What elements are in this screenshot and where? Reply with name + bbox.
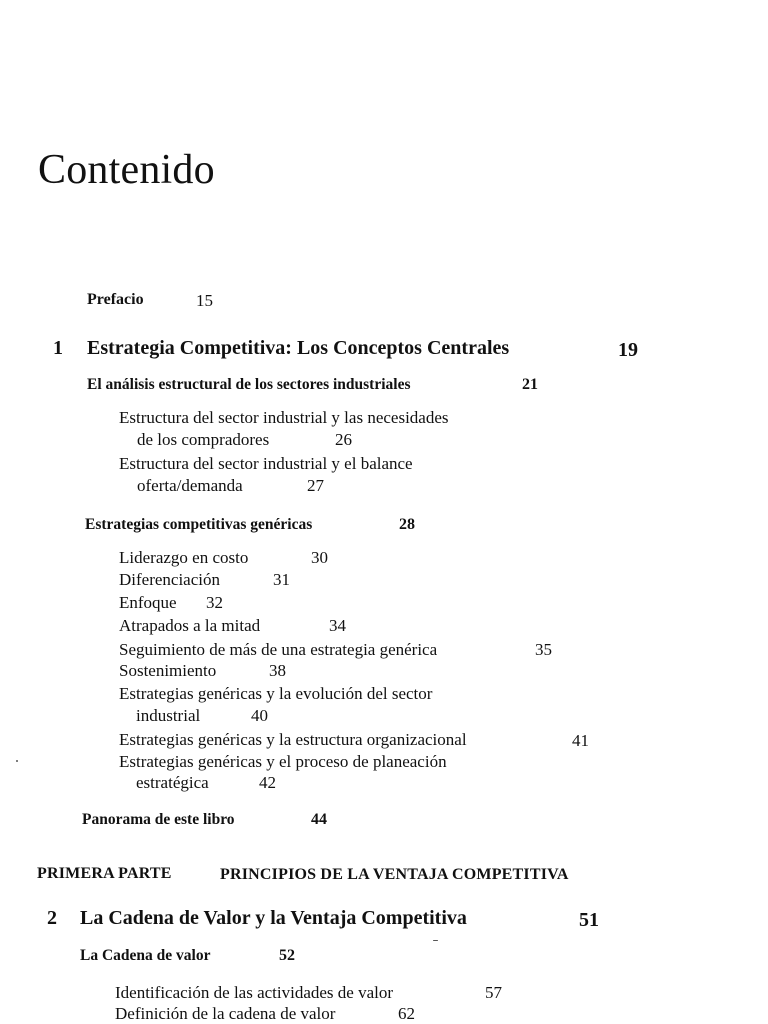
toc-item-page: 41: [572, 731, 589, 750]
chapter-1-page: 19: [618, 339, 638, 361]
scan-speck: [16, 760, 18, 762]
toc-item-page: 38: [269, 661, 286, 680]
scan-speck: [433, 940, 438, 941]
toc-item-line: industrial: [136, 706, 201, 725]
section-book-overview-page: 44: [311, 811, 327, 828]
toc-item-line: estratégica: [136, 773, 209, 792]
toc-item-page: 42: [259, 773, 276, 792]
chapter-2-title: La Cadena de Valor y la Ventaja Competitiva: [80, 907, 467, 929]
toc-item-line: Enfoque: [119, 593, 177, 612]
part-one-label: PRIMERA PARTE: [37, 865, 172, 882]
toc-item-line: Estrategias genéricas y la evolución del sector: [119, 684, 433, 703]
toc-item-page: 30: [311, 548, 328, 567]
section-generic-strategies: Estrategias competitivas genéricas: [85, 516, 313, 533]
section-structural-analysis-page: 21: [522, 376, 538, 393]
page-title: Contenido: [38, 147, 215, 193]
toc-item-page: 26: [335, 430, 352, 449]
toc-item-line: Diferenciación: [119, 570, 220, 589]
chapter-1-number: 1: [53, 337, 63, 359]
preface-label: Prefacio: [87, 291, 144, 308]
part-one-title: PRINCIPIOS DE LA VENTAJA COMPETITIVA: [220, 866, 569, 883]
toc-item-page: 62: [398, 1004, 415, 1023]
section-value-chain-page: 52: [279, 947, 295, 964]
toc-item-line: oferta/demanda: [137, 476, 243, 495]
toc-item-line: Identificación de las actividades de valor: [115, 983, 394, 1002]
toc-item-line: Liderazgo en costo: [119, 548, 249, 567]
toc-item-page: 31: [273, 570, 290, 589]
chapter-1-title: Estrategia Competitiva: Los Conceptos Centrales: [87, 337, 510, 359]
chapter-2-page: 51: [579, 909, 599, 931]
toc-item-page: 34: [329, 616, 346, 635]
toc-item-line: Estructura del sector industrial y el balance: [119, 454, 413, 473]
section-value-chain: La Cadena de valor: [80, 947, 211, 964]
chapter-2-number: 2: [47, 907, 57, 929]
toc-item-line: Definición de la cadena de valor: [115, 1004, 336, 1023]
toc-item-page: 40: [251, 706, 268, 725]
preface-page: 15: [196, 291, 213, 310]
toc-item-line: de los compradores: [137, 430, 270, 449]
toc-item-page: 32: [206, 593, 223, 612]
toc-item-line: Sostenimiento: [119, 661, 217, 680]
section-book-overview: Panorama de este libro: [82, 811, 235, 828]
toc-item-line: Atrapados a la mitad: [119, 616, 261, 635]
toc-item-line: Estrategias genéricas y la estructura organizacional: [119, 730, 467, 749]
toc-item-line: Seguimiento de más de una estrategia genérica: [119, 640, 438, 659]
toc-item-line: Estructura del sector industrial y las necesidades: [119, 408, 449, 427]
toc-item-page: 27: [307, 476, 324, 495]
section-generic-strategies-page: 28: [399, 516, 415, 533]
toc-item-line: Estrategias genéricas y el proceso de planeación: [119, 752, 447, 771]
section-structural-analysis: El análisis estructural de los sectores industriales: [87, 376, 411, 393]
toc-item-page: 35: [535, 640, 552, 659]
toc-item-page: 57: [485, 983, 502, 1002]
